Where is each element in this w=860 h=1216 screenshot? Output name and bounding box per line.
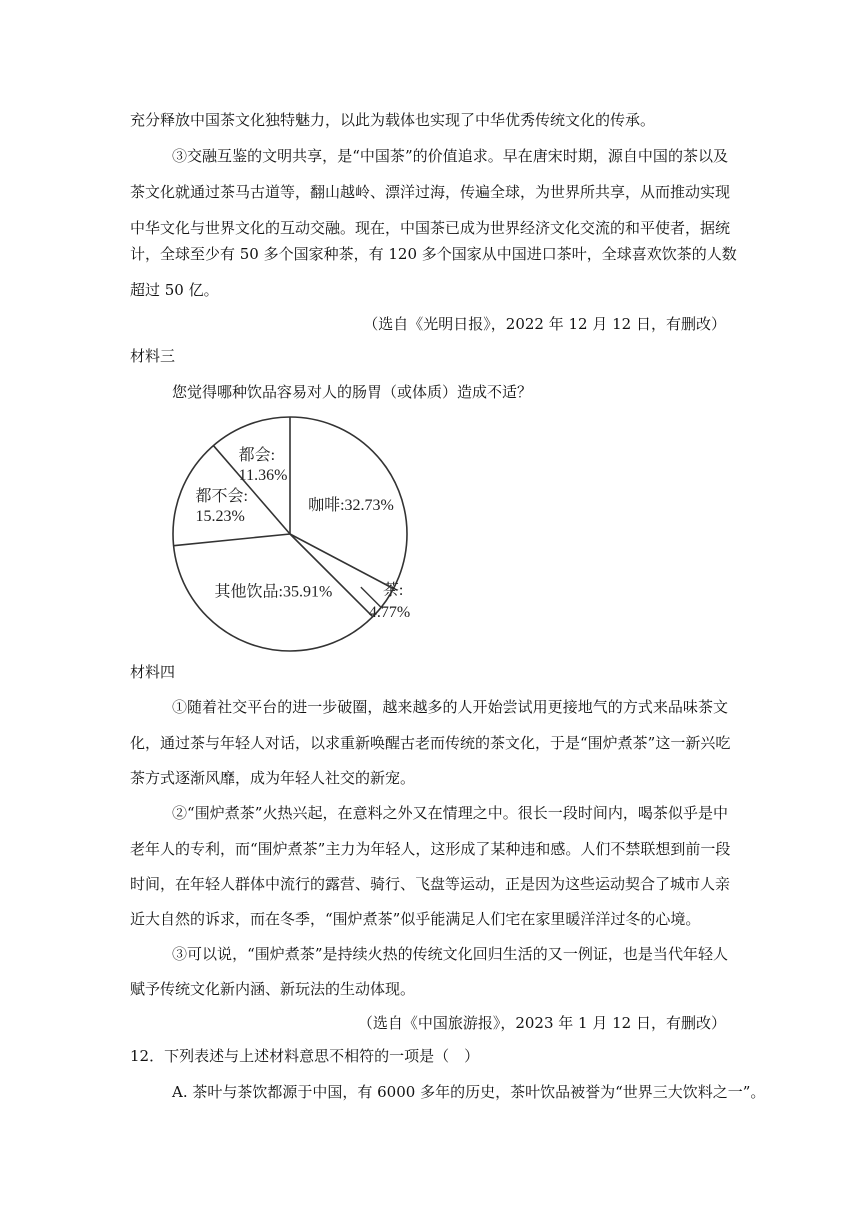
paragraph-line: 计，全球至少有 50 多个国家种茶，有 120 多个国家从中国进口茶叶，全球喜欢饮茶的人数	[130, 245, 737, 263]
paragraph-line: 化，通过茶与年轻人对话，以求重新唤醒古老而传统的茶文化，于是“围炉煮茶”这一新兴吃	[130, 734, 731, 752]
paragraph-line: 老年人的专利，而“围炉煮茶”主力为年轻人，这形成了某种违和感。人们不禁联想到前一段	[130, 840, 731, 858]
paragraph-line: 茶文化就通过茶马古道等，翻山越岭、漂洋过海，传遍全球，为世界所共享，从而推动实现	[130, 183, 731, 201]
pie-label: 都不会:	[195, 487, 248, 505]
paragraph-line: 充分释放中国茶文化独特魅力，以此为载体也实现了中华优秀传统文化的传承。	[130, 111, 656, 129]
pie-label: 都会:	[238, 447, 276, 465]
question-stem: 12．下列表述与上述材料意思不相符的一项是（ ）	[130, 1047, 480, 1065]
paragraph-line: 时间，在年轻人群体中流行的露营、骑行、飞盘等运动，正是因为这些运动契合了城市人亲	[130, 875, 731, 893]
paragraph-line: ①随着社交平台的进一步破圈，越来越多的人开始尝试用更接地气的方式来品味茶文	[172, 698, 728, 716]
survey-question: 您觉得哪种饮品容易对人的肠胃（或体质）造成不适？	[172, 383, 533, 401]
section-heading: 材料四	[130, 663, 176, 681]
option-a[interactable]: A. 茶叶与茶饮都源于中国，有 6000 多年的历史，茶叶饮品被誉为“世界三大饮料之一”。	[172, 1083, 766, 1101]
paragraph-line: 中华文化与世界文化的互动交融。现在，中国茶已成为世界经济文化交流的和平使者，据统	[130, 219, 731, 237]
pie-label: 咖啡:32.73%	[308, 497, 394, 515]
pie-label: 4.77%	[368, 604, 411, 622]
paragraph-line: 超过 50 亿。	[130, 281, 219, 299]
pie-label: 其他饮品:35.91%	[214, 583, 333, 601]
paragraph-line: ③可以说，“围炉煮茶”是持续火热的传统文化回归生活的又一例证，也是当代年轻人	[172, 945, 728, 963]
source-citation: （选自《光明日报》，2022 年 12 月 12 日，有删改）	[363, 315, 726, 333]
pie-label: 茶:	[382, 582, 404, 600]
paragraph-line: 茶方式逐渐风靡，成为年轻人社交的新宠。	[130, 769, 416, 787]
paragraph-line: ③交融互鉴的文明共享，是“中国茶”的价值追求。早在唐宋时期，源自中国的茶以及	[172, 147, 728, 165]
source-citation: （选自《中国旅游报》，2023 年 1 月 12 日，有删改）	[357, 1014, 726, 1032]
pie-label: 11.36%	[238, 467, 288, 485]
pie-chart	[165, 408, 465, 668]
section-heading: 材料三	[130, 347, 176, 365]
pie-label: 15.23%	[195, 507, 245, 525]
paragraph-line: 近大自然的诉求，而在冬季，“围炉煮茶”似乎能满足人们宅在家里暖洋洋过冬的心境。	[130, 910, 701, 928]
paragraph-line: ②“围炉煮茶”火热兴起，在意料之外又在情理之中。很长一段时间内，喝茶似乎是中	[172, 804, 728, 822]
paragraph-line: 赋予传统文化新内涵、新玩法的生动体现。	[130, 980, 416, 998]
